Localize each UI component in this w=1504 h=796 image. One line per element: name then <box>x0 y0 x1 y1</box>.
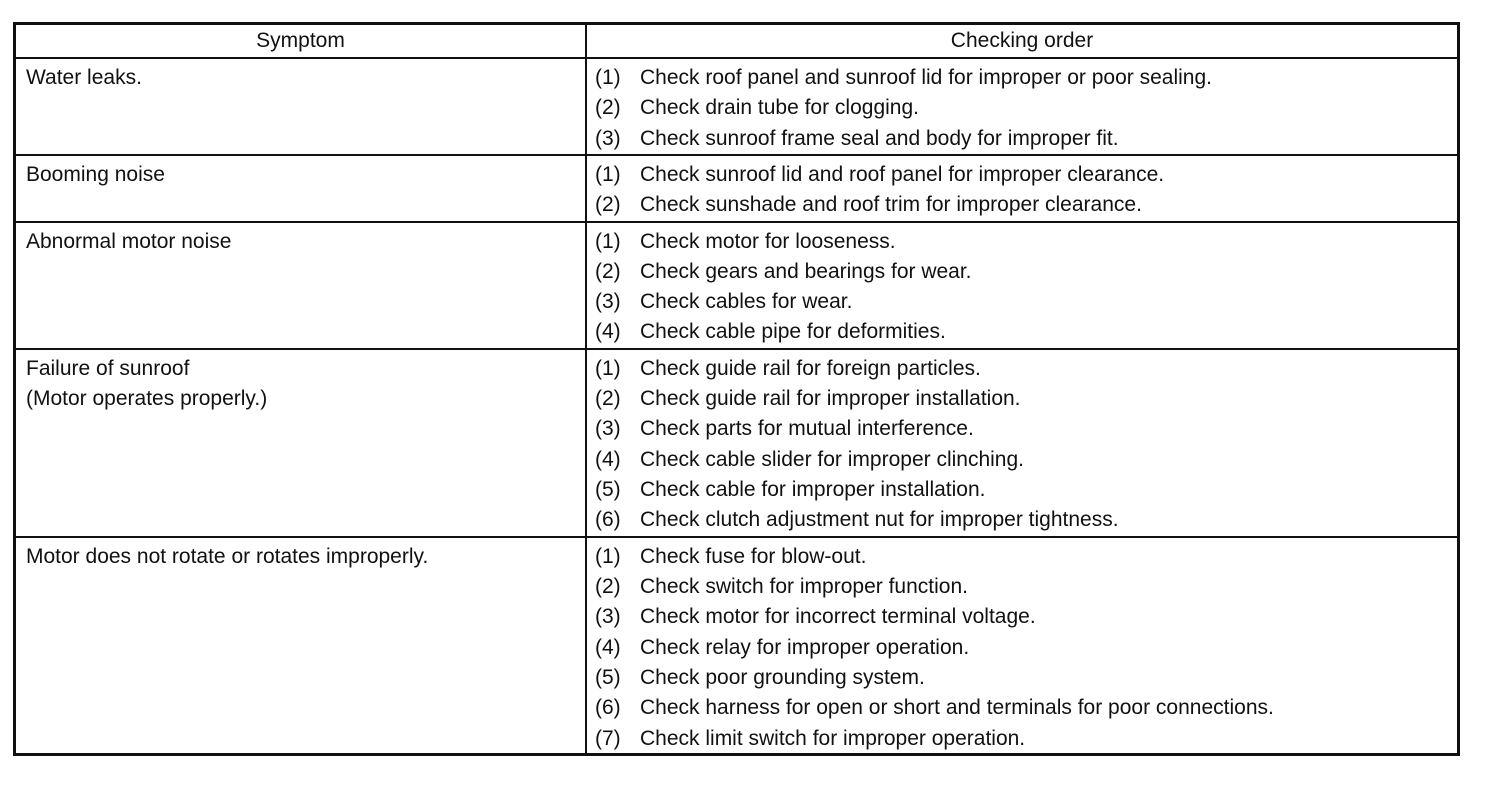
step-text: Check limit switch for improper operation. <box>640 726 1026 750</box>
step-number: (2) <box>595 575 621 599</box>
header-row <box>16 25 1457 58</box>
list-item <box>595 475 1449 505</box>
step-text: Check guide rail for improper installation. <box>640 387 1021 411</box>
list-item <box>595 63 1449 93</box>
step-number: (2) <box>595 193 621 217</box>
troubleshooting-table <box>16 25 1457 754</box>
symptom-cell <box>16 222 586 349</box>
step-text: Check poor grounding system. <box>640 665 925 689</box>
table-row <box>16 155 1457 222</box>
step-number: (4) <box>595 320 621 344</box>
checking-order-cell <box>586 155 1457 222</box>
list-item <box>595 414 1449 444</box>
step-text: Check fuse for blow-out. <box>640 544 867 568</box>
table-row <box>16 58 1457 155</box>
step-text: Check guide rail for foreign particles. <box>640 356 981 380</box>
step-number: (1) <box>595 356 621 380</box>
step-number: (6) <box>595 696 621 720</box>
symptom-text: Abnormal motor noise <box>26 229 232 253</box>
list-item <box>595 633 1449 663</box>
step-number: (4) <box>595 635 621 659</box>
header-symptom: Symptom <box>16 25 586 58</box>
list-item <box>595 384 1449 414</box>
step-text: Check sunroof lid and roof panel for improper clearance. <box>640 163 1165 186</box>
checking-order-cell <box>586 58 1457 155</box>
step-text: Check cable slider for improper clinching. <box>640 447 1024 471</box>
list-item <box>595 287 1449 317</box>
step-number: (3) <box>595 605 621 629</box>
list-item <box>595 724 1449 754</box>
step-number: (5) <box>595 665 621 689</box>
list-item <box>595 124 1449 154</box>
step-text: Check drain tube for clogging. <box>640 96 919 120</box>
step-text: Check switch for improper function. <box>640 575 968 599</box>
step-text: Check gears and bearings for wear. <box>640 259 972 283</box>
list-item <box>595 602 1449 632</box>
step-text: Check sunroof frame seal and body for improper fit. <box>640 126 1119 150</box>
list-item <box>595 445 1449 475</box>
list-item <box>595 227 1449 257</box>
step-number: (4) <box>595 447 621 471</box>
list-item <box>595 542 1449 572</box>
list-item <box>595 693 1449 723</box>
checking-order-cell <box>586 222 1457 349</box>
symptom-cell <box>16 537 586 754</box>
list-item <box>595 354 1449 384</box>
list-item <box>595 572 1449 602</box>
step-text: Check cable for improper installation. <box>640 477 986 501</box>
checking-order-cell <box>586 537 1457 754</box>
symptom-text: Motor does not rotate or rotates improperly. <box>26 544 429 568</box>
step-number: (2) <box>595 387 621 411</box>
symptom-text: Booming noise <box>26 163 165 186</box>
symptom-text: Failure of sunroof <box>26 356 190 380</box>
header-checking-order: Checking order <box>586 25 1457 58</box>
step-text: Check roof panel and sunroof lid for improper or poor sealing. <box>640 66 1212 89</box>
list-item <box>595 160 1449 190</box>
symptom-text: Water leaks. <box>26 66 142 89</box>
step-text: Check cable pipe for deformities. <box>640 320 946 344</box>
step-number: (1) <box>595 163 621 186</box>
step-text: Check parts for mutual interference. <box>640 417 974 441</box>
step-text: Check cables for wear. <box>640 290 853 314</box>
step-text: Check harness for open or short and terminals for poor connections. <box>640 696 1274 720</box>
step-text: Check relay for improper operation. <box>640 635 970 659</box>
step-text: Check clutch adjustment nut for improper tightness. <box>640 508 1119 532</box>
list-item <box>595 257 1449 287</box>
list-item <box>595 505 1449 535</box>
step-number: (2) <box>595 96 621 120</box>
checking-order-cell <box>586 349 1457 537</box>
step-number: (1) <box>595 66 621 89</box>
step-number: (2) <box>595 259 621 283</box>
step-number: (7) <box>595 726 621 750</box>
list-item <box>595 93 1449 123</box>
table-row <box>16 537 1457 754</box>
symptom-note: (Motor operates properly.) <box>26 387 268 411</box>
step-number: (1) <box>595 229 621 253</box>
step-text: Check motor for looseness. <box>640 229 896 253</box>
step-number: (3) <box>595 290 621 314</box>
table-row <box>16 349 1457 537</box>
step-number: (5) <box>595 477 621 501</box>
step-text: Check motor for incorrect terminal voltage. <box>640 605 1036 629</box>
step-number: (3) <box>595 126 621 150</box>
step-number: (3) <box>595 417 621 441</box>
list-item <box>595 317 1449 347</box>
step-number: (6) <box>595 508 621 532</box>
table-row <box>16 222 1457 349</box>
symptom-cell <box>16 58 586 155</box>
step-number: (1) <box>595 544 621 568</box>
symptom-cell <box>16 349 586 537</box>
list-item <box>595 190 1449 220</box>
step-text: Check sunshade and roof trim for improper clearance. <box>640 193 1142 217</box>
troubleshooting-table-frame <box>13 22 1460 756</box>
list-item <box>595 663 1449 693</box>
symptom-cell <box>16 155 586 222</box>
